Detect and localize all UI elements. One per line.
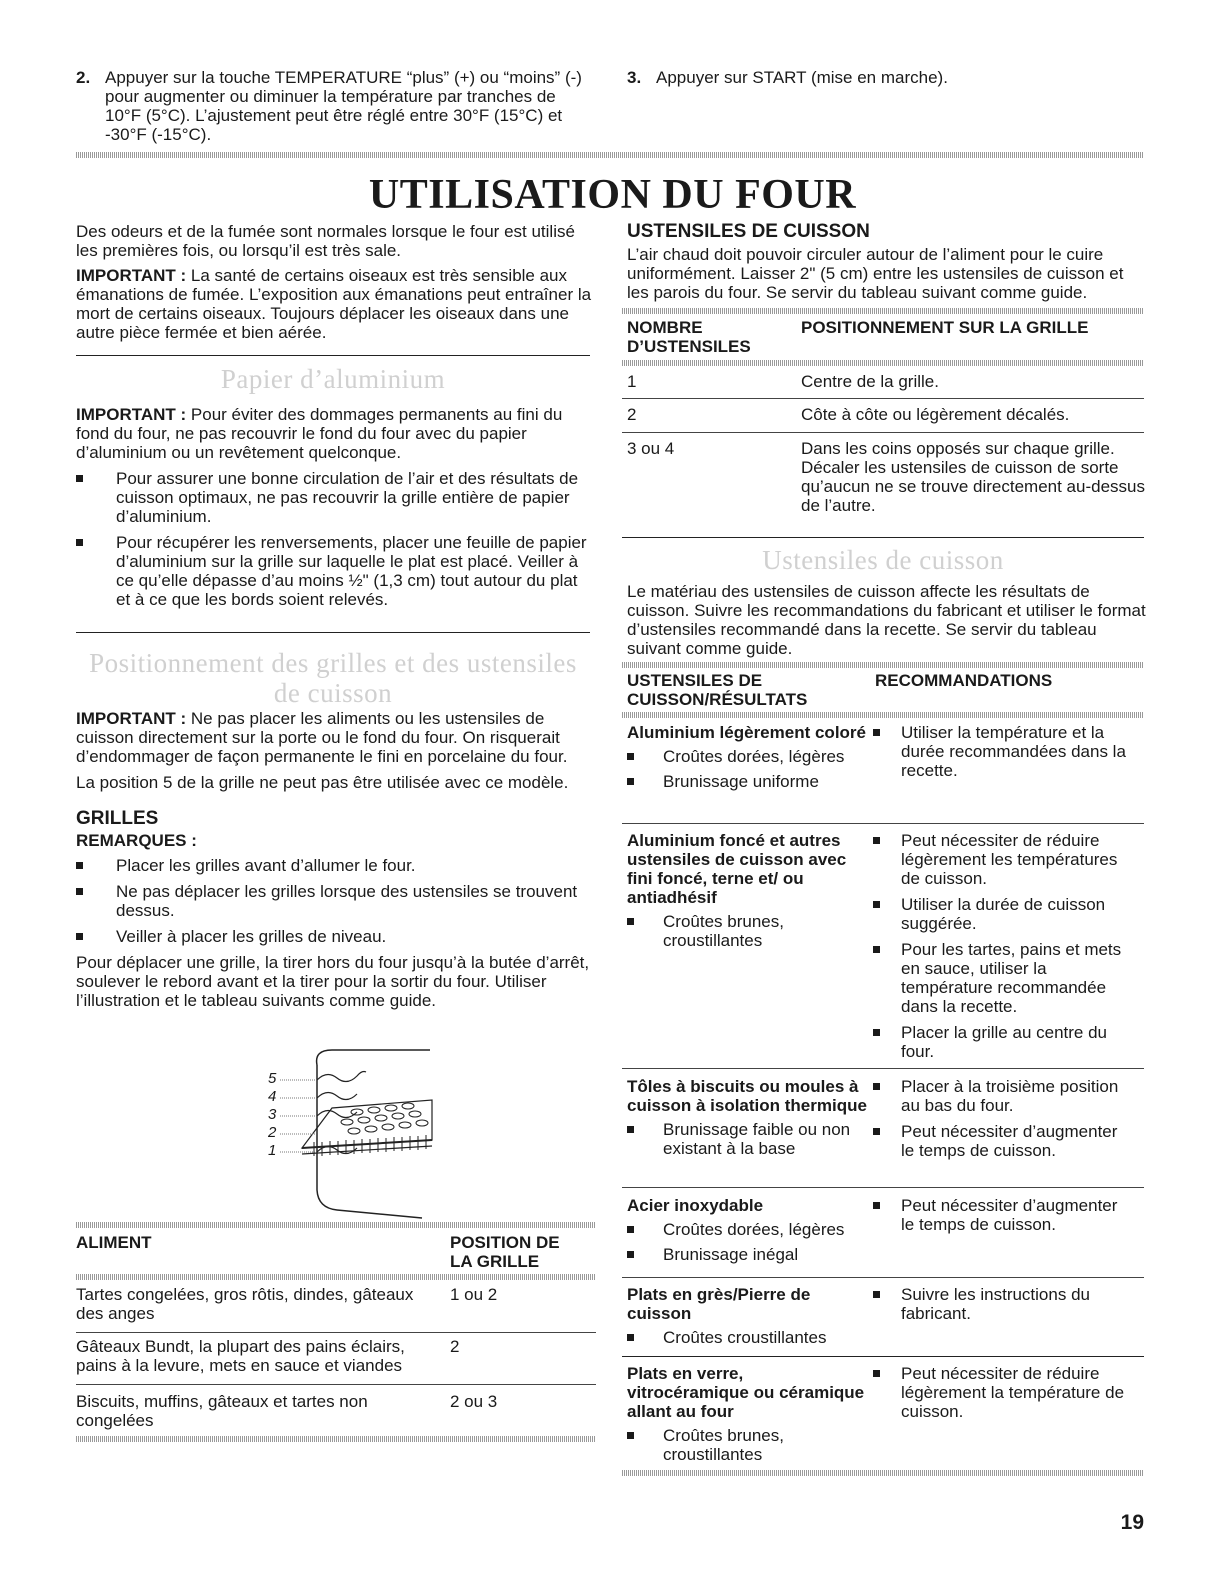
positionnement-section-title [76,648,590,708]
grilles-paragraph: Pour déplacer une grille, la tirer hors du four jusqu’à la butée d’arrêt, soulever le rebord avant et la tirer pour la sortir du four. Utiliser l’illustration et le tableau suivants comme guide. [76,953,590,1010]
t2-top-rule [622,662,1144,668]
aluminium-important-text: Pour éviter des dommages permanents au fini du fond du four, ne pas recouvrir le fond du four avec du papier d’aluminium ou un revêtement quelconque. [76,405,563,462]
rack-table-position: 1 ou 2 [450,1285,498,1304]
t1-count: 2 [627,405,637,424]
bullet-icon [873,1291,880,1298]
bullet-icon [627,1226,634,1233]
aluminium-important-label: IMPORTANT : [76,405,187,424]
rec-item [873,1077,1135,1115]
t1-row-rule [622,432,1144,433]
t2-col-recommandations: RECOMMANDATIONS [875,671,1053,690]
step-3 [627,68,1147,87]
rack-table-bottom-rule [76,1436,596,1442]
rack-label-4: 4 [268,1088,277,1105]
t1-header [627,318,1147,358]
result-item [627,1245,867,1264]
t2-row-recs [873,1285,1135,1323]
t2-col-ustensiles-line-2: CUISSON/RÉSULTATS [627,690,808,709]
result-item [627,1426,867,1464]
t1-col-number-line-2: D’USTENSILES [627,337,751,356]
bullet-icon [627,753,634,760]
rack-label-2: 2 [268,1124,277,1141]
positionnement-title-line-2: de cuisson [273,678,393,708]
t1-row-rule [622,398,1144,399]
rack-table-row [76,1285,596,1323]
rack-table-header [76,1233,596,1273]
bullet-icon [873,1083,880,1090]
aluminium-section-title: Papier d’aluminium [220,364,446,394]
result-item [627,912,867,950]
t2-row-name [627,723,867,791]
bullet-icon [873,946,880,953]
rec-text: Utiliser la durée de cuisson suggérée. [901,895,1106,933]
step-2-text: Appuyer sur la touche TEMPERATURE “plus” (+) ou “moins” (-) pour augmenter ou diminuer la température par tranches de 10°F (5°C). L’ajustement peut être réglé entre 30°F (15°C) et -30°F (-15°C). [105,68,582,144]
t1-col-number-line-1: NOMBRE [627,318,703,337]
t2-row-rule [622,1277,1144,1278]
grilles-heading: GRILLES [76,808,159,829]
rack-table-row [76,1337,596,1375]
result-item [627,1328,867,1347]
result-text: Brunissage inégal [663,1245,799,1264]
t2-col-ustensiles-line-1: USTENSILES DE [627,671,763,690]
rec-item [873,1122,1135,1160]
rec-text: Pour les tartes, pains et mets en sauce, utiliser la température recommandée dans la recette. [901,940,1122,1016]
col-position-line-2: LA GRILLE [450,1252,540,1271]
t2-row-recs [873,831,1135,1061]
position-note: La position 5 de la grille ne peut pas être utilisée avec ce modèle. [76,773,569,792]
rec-item [873,1023,1135,1061]
result-text: Croûtes croustillantes [663,1328,827,1347]
t1-position: Centre de la grille. [801,372,939,391]
rec-item [873,1196,1135,1234]
grilles-bullet-3 [76,927,596,946]
t2-col-ustensiles [627,671,807,709]
rack-table-position: 2 [450,1337,460,1356]
step-3-text: Appuyer sur START (mise en marche). [656,68,948,87]
t1-header-rule [622,360,1144,366]
result-text: Brunissage faible ou non existant à la base [663,1120,851,1158]
left-column [76,222,596,342]
cuisson-section-title: Ustensiles de cuisson [762,545,1004,575]
col-position-line-1: POSITION DE [450,1233,560,1252]
rack-table-food: Tartes congelées, gros rôtis, dindes, gâteaux des anges [76,1285,414,1323]
t1-position: Côte à côte ou légèrement décalés. [801,405,1070,424]
divider-positionnement [76,632,590,633]
positionnement-important-text: Ne pas placer les aliments ou les ustensiles de cuisson directement sur la porte ou le fond du four. On risquerait d’endommager de façon permanente le fini en porcelaine du four. [76,709,568,766]
rec-text: Placer la grille au centre du four. [901,1023,1108,1061]
aluminium-important [76,405,596,462]
cookware-name: Aluminium légèrement coloré [627,723,866,742]
rack-position-labels [268,1070,276,1160]
t2-row-name [627,1364,867,1464]
result-text: Croûtes brunes, croustillantes [663,912,784,950]
t1-position: Dans les coins opposés sur chaque grille. Décaler les ustensiles de cuisson de sorte qu’aucun ne se trouve directement au-dessus de l’autre. [801,439,1145,515]
cookware-name: Tôles à biscuits ou moules à cuisson à isolation thermique [627,1077,867,1115]
rack-table-row-rule [76,1332,596,1333]
t2-row-name [627,1077,867,1158]
t1-row [627,439,1147,515]
step-2 [76,68,596,144]
grilles-bullet-text: Ne pas déplacer les grilles lorsque des ustensiles se trouvent dessus. [116,882,578,920]
bullet-icon [873,1202,880,1209]
bullet-icon [873,1128,880,1135]
divider-aluminium [76,355,590,356]
t2-row-rule [622,1068,1144,1069]
t2-row-name [627,1196,867,1264]
remarques-heading: REMARQUES : [76,831,197,850]
rack-position-table [76,1233,596,1273]
rack-table-row [76,1392,596,1430]
t2-row-name [627,1285,867,1347]
aluminium-bullet-text: Pour assurer une bonne circulation de l’air et des résultats de cuisson optimaux, ne pas recouvrir la grille entière de papier d’aluminium. [116,469,579,526]
rec-item [873,1364,1135,1421]
rack-table-food: Biscuits, muffins, gâteaux et tartes non congelées [76,1392,368,1430]
intro-paragraph: Des odeurs et de la fumée sont normales lorsque le four est utilisé les premières fois, ou lorsqu’il est très sale. [76,222,575,260]
bullet-icon [627,918,634,925]
t2-row-recs [873,1196,1135,1234]
t2-row-rule [622,1356,1144,1357]
cookware-name: Acier inoxydable [627,1196,764,1215]
bullet-icon [873,837,880,844]
step-3-number: 3. [627,68,642,87]
oven-rack-illustration [262,1040,442,1220]
bullet-icon [873,1370,880,1377]
bullet-icon [873,729,880,736]
rack-table-top-rule [76,1222,596,1228]
result-item [627,1220,867,1239]
result-text: Croûtes brunes, croustillantes [663,1426,784,1464]
important-birds [76,266,596,342]
rec-text: Suivre les instructions du fabricant. [901,1285,1090,1323]
bullet-icon [76,862,83,869]
t2-header-rule [622,712,1144,718]
important-label: IMPORTANT : [76,266,187,285]
bullet-icon [627,1334,634,1341]
t1-count: 3 ou 4 [627,439,675,458]
bullet-icon [76,475,83,482]
rec-item [873,895,1135,933]
positionnement-title-line-1: Positionnement des grilles et des ustensiles [89,648,577,678]
result-text: Brunissage uniforme [663,772,819,791]
aluminium-section [76,405,596,609]
rec-text: Peut nécessiter d’augmenter le temps de cuisson. [901,1196,1118,1234]
bullet-icon [627,1432,634,1439]
important-text: La santé de certains oiseaux est très sensible aux émanations de fumée. L’exposition aux émanations peut entraîner la mort de certains oiseaux. Toujours déplacer les oiseaux dans une autre pièce fermée et bien aérée. [76,266,592,342]
rack-label-3: 3 [268,1106,277,1123]
positionnement-important [76,709,596,766]
t1-col-position: POSITIONNEMENT SUR LA GRILLE [801,318,1089,337]
ustensiles-section [627,222,1147,302]
rec-text: Peut nécessiter de réduire légèrement la température de cuisson. [901,1364,1125,1421]
result-text: Croûtes dorées, légères [663,1220,845,1239]
rack-label-5: 5 [268,1070,277,1087]
cookware-name: Plats en verre, vitrocéramique ou céramique allant au four [627,1364,865,1421]
rec-text: Placer à la troisième position au bas du four. [901,1077,1119,1115]
rec-item [873,831,1135,888]
rack-label-1: 1 [268,1142,277,1159]
cookware-name: Aluminium foncé et autres ustensiles de cuisson avec fini foncé, terne et/ ou antiadhésif [627,831,847,907]
ustensiles-paragraph: L’air chaud doit pouvoir circuler autour de l’aliment pour le cuire uniformément. Laisser 2" (5 cm) entre les ustensiles de cuisson et les parois du four. Se servir du tableau suivant comme guide. [627,245,1124,302]
grilles-bullet-2 [76,882,596,920]
bullet-icon [76,888,83,895]
bullet-icon [627,1251,634,1258]
t2-row-rule [622,1187,1144,1188]
grilles-bullet-text: Placer les grilles avant d’allumer le four. [116,856,416,875]
bullet-icon [873,1029,880,1036]
bullet-icon [873,901,880,908]
rack-table-header-rule [76,1274,596,1280]
t1-row [627,372,1147,391]
rec-item [873,940,1135,1016]
result-item [627,1120,867,1158]
t1-col-number [627,318,751,356]
positionnement-important-label: IMPORTANT : [76,709,187,728]
grilles-bullet-1 [76,856,596,875]
grilles-bullet-text: Veiller à placer les grilles de niveau. [116,927,387,946]
t1-count: 1 [627,372,637,391]
cuisson-paragraph: Le matériau des ustensiles de cuisson affecte les résultats de cuisson. Suivre les recommandations du fabricant et utiliser le format d’ustensiles recommandé dans la recette. Se servir du tableau suivant comme guide. [627,582,1146,658]
t2-row-recs [873,723,1135,780]
page-title: UTILISATION DU FOUR [368,172,857,218]
result-text: Croûtes dorées, légères [663,747,845,766]
rack-table-row-rule [76,1384,596,1385]
t1-top-rule [622,308,1144,314]
t2-header [627,671,1147,711]
oven-rack-drawing [262,1040,442,1220]
rack-table-col-food: ALIMENT [76,1233,152,1252]
rec-item [873,723,1135,780]
t2-row-name [627,831,867,950]
cookware-name: Plats en grès/Pierre de cuisson [627,1285,811,1323]
aluminium-bullet-1 [76,469,596,526]
t2-row-recs [873,1077,1135,1160]
step-2-number: 2. [76,68,91,87]
rack-table-food: Gâteaux Bundt, la plupart des pains éclairs, pains à la levure, mets en sauce et viandes [76,1337,405,1375]
t1-row [627,405,1147,424]
result-item [627,747,867,766]
t2-row-rule [622,823,1144,824]
rec-item [873,1285,1135,1323]
bullet-icon [76,933,83,940]
result-item [627,772,867,791]
t2-bottom-rule [622,1470,1144,1476]
divider-cuisson [622,537,1144,538]
rec-text: Peut nécessiter d’augmenter le temps de cuisson. [901,1122,1118,1160]
bullet-icon [627,778,634,785]
positionnement-section [76,709,596,1010]
aluminium-bullet-text: Pour récupérer les renversements, placer une feuille de papier d’aluminium sur la grille sur laquelle le plat est placé. Veiller à ce qu’elle dépasse d’au moins ½" (1,3 cm) tout autour du plat et à ce que les bords soient relevés. [116,533,587,609]
bullet-icon [627,1126,634,1133]
rec-text: Utiliser la température et la durée recommandées dans la recette. [901,723,1126,780]
ustensiles-heading: USTENSILES DE CUISSON [627,221,870,242]
bullet-icon [76,539,83,546]
rack-table-position: 2 ou 3 [450,1392,498,1411]
page-number: 19 [1120,1511,1144,1534]
rec-text: Peut nécessiter de réduire légèrement les températures de cuisson. [901,831,1118,888]
rack-table-col-position [450,1233,560,1271]
top-divider [76,152,1144,158]
aluminium-bullet-2 [76,533,596,609]
t2-row-recs [873,1364,1135,1421]
